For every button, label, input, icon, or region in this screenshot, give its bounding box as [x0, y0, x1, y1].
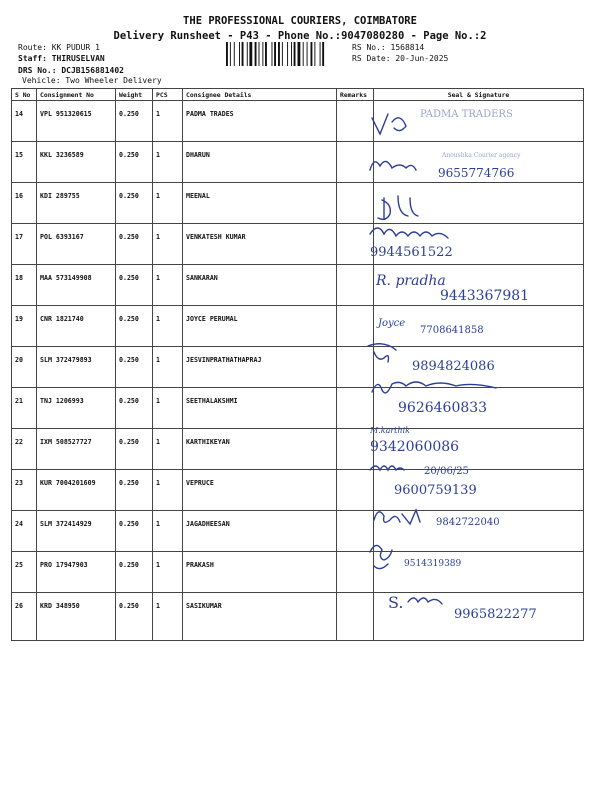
cell-signature — [374, 306, 584, 347]
table-row — [12, 511, 584, 552]
cell-pcs: 1 — [153, 388, 183, 429]
cell-pcs: 1 — [153, 593, 183, 641]
cell-pcs: 1 — [153, 429, 183, 470]
cell-signature — [374, 511, 584, 552]
cell-consignment: KKL 3236589 — [37, 142, 116, 183]
barcode-bar — [272, 42, 273, 66]
cell-consignee: JAGADHEESAN — [183, 511, 337, 552]
cell-weight: 0.250 — [116, 183, 153, 224]
cell-signature — [374, 593, 584, 641]
col-seal-signature: Seal & Signature — [374, 89, 584, 101]
rs-number: RS No.: 1568814 — [352, 43, 425, 52]
cell-remarks — [337, 142, 374, 183]
cell-consignment: POL 6393167 — [37, 224, 116, 265]
cell-consignee: SANKARAN — [183, 265, 337, 306]
cell-consignment: SLM 372414929 — [37, 511, 116, 552]
cell-consignee: DHARUN — [183, 142, 337, 183]
cell-weight: 0.250 — [116, 265, 153, 306]
handwriting-r15: 9655774766 — [438, 166, 515, 180]
document-title: THE PROFESSIONAL COURIERS, COIMBATORE — [183, 15, 417, 27]
cell-sno: 24 — [12, 511, 37, 552]
cell-consignment: TNJ 1206993 — [37, 388, 116, 429]
col-remarks: Remarks — [337, 89, 374, 101]
cell-consignee: PRAKASH — [183, 552, 337, 593]
cell-pcs: 1 — [153, 347, 183, 388]
cell-remarks — [337, 347, 374, 388]
runsheet-table — [11, 88, 584, 641]
cell-remarks — [337, 101, 374, 142]
cell-remarks — [337, 306, 374, 347]
barcode-bar — [234, 42, 235, 66]
cell-remarks — [337, 470, 374, 511]
cell-sno: 20 — [12, 347, 37, 388]
route-label: Route: KK PUDUR 1 — [18, 43, 100, 52]
barcode-bar — [255, 42, 257, 66]
cell-signature — [374, 388, 584, 429]
cell-remarks — [337, 593, 374, 641]
barcode-bar — [274, 42, 276, 66]
cell-sno: 15 — [12, 142, 37, 183]
runsheet-subtitle: Delivery Runsheet - P43 - Phone No.:9047080280 - Page No.:2 — [113, 30, 487, 42]
table-header-row — [12, 89, 584, 101]
table-row — [12, 347, 584, 388]
barcode-image — [226, 42, 346, 66]
cell-pcs: 1 — [153, 183, 183, 224]
barcode-bar — [265, 42, 267, 66]
barcode-bar — [322, 42, 324, 66]
col-pcs: PCS — [153, 89, 183, 101]
barcode-bar — [259, 42, 260, 66]
barcode-bar — [298, 42, 301, 66]
cell-sno: 21 — [12, 388, 37, 429]
rs-date: RS Date: 20-Jun-2025 — [352, 54, 449, 63]
barcode-bar — [239, 42, 240, 66]
cell-consignee: SEETHALAKSHMI — [183, 388, 337, 429]
barcode-bar — [242, 42, 244, 66]
cell-signature — [374, 183, 584, 224]
col-consignee: Consignee Details — [183, 89, 337, 101]
cell-weight: 0.250 — [116, 101, 153, 142]
handwriting-r23-phone: 9600759139 — [394, 483, 477, 498]
cell-sno: 25 — [12, 552, 37, 593]
barcode-bar — [314, 42, 315, 66]
cell-weight: 0.250 — [116, 511, 153, 552]
col-sno: S No — [12, 89, 37, 101]
cell-weight: 0.250 — [116, 429, 153, 470]
cell-remarks — [337, 265, 374, 306]
cell-signature — [374, 470, 584, 511]
handwriting-r19-name: Joyce — [378, 318, 406, 329]
handwriting-r20: 9894824086 — [412, 359, 495, 374]
barcode-bar — [303, 42, 304, 66]
cell-weight: 0.250 — [116, 552, 153, 593]
handwriting-r24: 9842722040 — [436, 517, 500, 528]
cell-pcs: 1 — [153, 142, 183, 183]
handwriting-r18-name: R. pradha — [376, 273, 446, 289]
cell-consignee: SASIKUMAR — [183, 593, 337, 641]
barcode-bar — [230, 42, 231, 66]
cell-consignee: JESVINPRATHATHAPRAJ — [183, 347, 337, 388]
cell-signature — [374, 552, 584, 593]
handwriting-r17: 9944561522 — [370, 245, 453, 260]
cell-sno: 14 — [12, 101, 37, 142]
handwriting-r25: 9514319389 — [404, 559, 462, 569]
barcode-bar — [307, 42, 308, 66]
table-row — [12, 183, 584, 224]
handwriting-r19-phone: 7708641858 — [420, 325, 484, 336]
stamp-text-r15: Anoushka Courier agency — [442, 152, 521, 159]
barcode-bar — [311, 42, 313, 66]
drs-number: DRS No.: DCJB156881402 — [18, 66, 124, 75]
cell-remarks — [337, 183, 374, 224]
table-row — [12, 224, 584, 265]
table-row — [12, 593, 584, 641]
cell-sno: 16 — [12, 183, 37, 224]
handwriting-r23-date: 20/06/25 — [424, 466, 469, 477]
cell-consignee: PADMA TRADES — [183, 101, 337, 142]
cell-sno: 17 — [12, 224, 37, 265]
cell-sno: 26 — [12, 593, 37, 641]
cell-remarks — [337, 552, 374, 593]
cell-signature — [374, 142, 584, 183]
handwriting-r22-phone: 9342060086 — [370, 439, 460, 455]
table-row — [12, 265, 584, 306]
cell-weight: 0.250 — [116, 593, 153, 641]
cell-consignment: MAA 573149908 — [37, 265, 116, 306]
cell-pcs: 1 — [153, 265, 183, 306]
barcode-bar — [226, 42, 228, 66]
cell-consignment: SLM 372479893 — [37, 347, 116, 388]
cell-remarks — [337, 224, 374, 265]
cell-remarks — [337, 511, 374, 552]
cell-pcs: 1 — [153, 470, 183, 511]
cell-sno: 19 — [12, 306, 37, 347]
table-row — [12, 429, 584, 470]
cell-consignment: KUR 7004201609 — [37, 470, 116, 511]
cell-consignment: KDI 289755 — [37, 183, 116, 224]
cell-consignee: MEENAL — [183, 183, 337, 224]
cell-signature — [374, 101, 584, 142]
cell-pcs: 1 — [153, 511, 183, 552]
cell-consignee: VEPRUCE — [183, 470, 337, 511]
cell-remarks — [337, 388, 374, 429]
cell-weight: 0.250 — [116, 306, 153, 347]
handwriting-r21: 9626460833 — [398, 400, 488, 416]
cell-pcs: 1 — [153, 101, 183, 142]
cell-signature — [374, 429, 584, 470]
barcode-bar — [294, 42, 296, 66]
cell-sno: 22 — [12, 429, 37, 470]
staff-label: Staff: THIRUSELVAN — [18, 54, 105, 63]
cell-consignment: KRD 348950 — [37, 593, 116, 641]
handwriting-r26-phone: 9965822277 — [454, 607, 537, 622]
cell-weight: 0.250 — [116, 388, 153, 429]
cell-consignee: JOYCE PERUMAL — [183, 306, 337, 347]
col-consignment: Consignment No — [37, 89, 116, 101]
cell-signature — [374, 347, 584, 388]
cell-weight: 0.250 — [116, 224, 153, 265]
barcode-bar — [247, 42, 248, 66]
handwriting-r18-phone: 9443367981 — [440, 288, 530, 304]
cell-sno: 18 — [12, 265, 37, 306]
table-row — [12, 552, 584, 593]
table-row — [12, 101, 584, 142]
cell-weight: 0.250 — [116, 142, 153, 183]
cell-pcs: 1 — [153, 224, 183, 265]
handwriting-r26-initial: S. — [388, 593, 404, 612]
col-weight: Weight — [116, 89, 153, 101]
vehicle-label: Vehicle: Two Wheeler Delivery — [22, 76, 162, 85]
cell-signature — [374, 224, 584, 265]
table-row — [12, 388, 584, 429]
cell-signature — [374, 265, 584, 306]
barcode-bar — [262, 42, 263, 66]
cell-consignment: VPL 951320615 — [37, 101, 116, 142]
stamp-text-r14: PADMA TRADERS — [420, 109, 513, 120]
cell-remarks — [337, 429, 374, 470]
barcode-bar — [249, 42, 252, 66]
cell-weight: 0.250 — [116, 347, 153, 388]
cell-pcs: 1 — [153, 552, 183, 593]
barcode-bar — [278, 42, 280, 66]
handwriting-r22-name: M.karthik — [370, 426, 410, 435]
table-row — [12, 470, 584, 511]
barcode-bar — [282, 42, 283, 66]
cell-consignment: IXM 508527727 — [37, 429, 116, 470]
cell-consignee: VENKATESH KUMAR — [183, 224, 337, 265]
cell-weight: 0.250 — [116, 470, 153, 511]
barcode-bar — [320, 42, 321, 66]
barcode-bar — [287, 42, 288, 66]
cell-consignment: CNR 1821740 — [37, 306, 116, 347]
cell-pcs: 1 — [153, 306, 183, 347]
cell-consignee: KARTHIKEYAN — [183, 429, 337, 470]
cell-sno: 23 — [12, 470, 37, 511]
cell-consignment: PRO 17947903 — [37, 552, 116, 593]
barcode-bar — [291, 42, 292, 66]
table-row — [12, 142, 584, 183]
table-row — [12, 306, 584, 347]
